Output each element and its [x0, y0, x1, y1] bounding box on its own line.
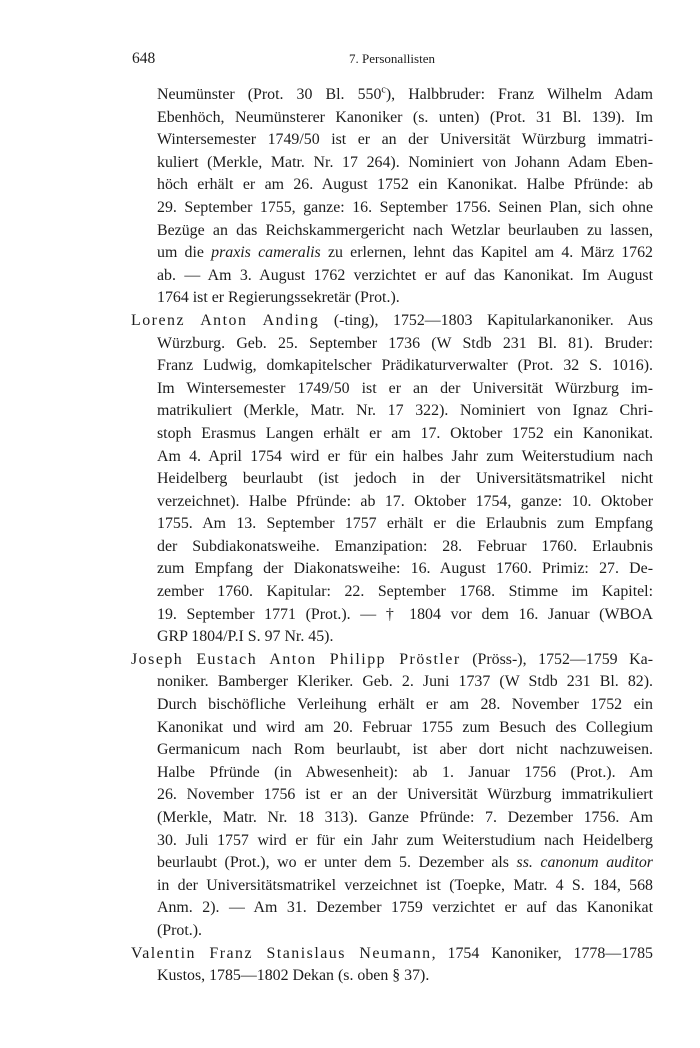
text-line	[131, 197, 653, 220]
text-line	[131, 423, 653, 446]
text-segment: Bezüge an das Reichskammergericht nach Wetzlar beurlauben zu lassen,	[157, 221, 653, 239]
text-line	[131, 129, 653, 152]
text-segment: , 1754 Kanoniker, 1778—1785	[431, 944, 653, 962]
text-line	[131, 107, 653, 130]
text-segment: ab. — Am 3. August 1762 verzichtet er auf das Kanonikat. Im August	[157, 266, 653, 284]
running-head: 7. Personallisten	[349, 51, 435, 66]
text-segment: stoph Erasmus Langen erhält er am 17. Oktober 1752 ein Kanonikat.	[157, 424, 653, 442]
text-segment: um die	[157, 244, 212, 262]
text-segment: Ebenhöch, Neumünsterer Kanoniker (s. unten) (Prot. 31 Bl. 139). Im	[157, 108, 653, 126]
text-line	[131, 287, 653, 310]
text-line	[131, 626, 653, 649]
text-line	[131, 739, 653, 762]
text-line	[131, 762, 653, 785]
text-segment: noniker. Bamberger Kleriker. Geb. 2. Juni 1737 (W Stdb 231 Bl. 82).	[157, 673, 653, 691]
text-line	[131, 784, 653, 807]
text-line	[131, 830, 653, 853]
text-segment: beurlaubt (Prot.), wo er unter dem 5. Dezember als	[157, 854, 517, 872]
text-segment: Kanonikat und wird am 20. Februar 1755 zum Besuch des Collegium	[157, 718, 653, 736]
text-line	[131, 558, 653, 581]
text-line	[131, 152, 653, 175]
text-line	[131, 694, 653, 717]
person-name: Joseph Eustach Anton Philipp Pröstler	[131, 650, 461, 668]
text-line	[131, 920, 653, 943]
text-segment: 1755. Am 13. September 1757 erhält er die Erlaubnis zum Empfang	[157, 515, 653, 533]
text-segment: matrikuliert (Merkle, Matr. Nr. 17 322). Nominiert von Ignaz Chri-	[157, 402, 653, 420]
text-segment: (-ting), 1752—1803 Kapitularkanoniker. Aus	[319, 311, 653, 329]
text-segment: 1764 ist er Regierungssekretär (Prot.).	[157, 289, 400, 307]
text-line	[131, 491, 653, 514]
text-line	[131, 807, 653, 830]
entry-first-line	[131, 943, 653, 966]
text-segment: (Pröss-), 1752—1759 Ka-	[460, 650, 654, 668]
text-line	[131, 446, 653, 469]
text-line	[131, 333, 653, 356]
text-segment: kuliert (Merkle, Matr. Nr. 17 264). Nominiert von Johann Adam Eben-	[157, 153, 653, 171]
text-segment: Heidelberg beurlaubt (ist jedoch in der Universitätsmatrikel nicht	[157, 470, 653, 488]
text-segment: 29. September 1755, ganze: 16. September 1756. Seinen Plan, sich ohne	[157, 198, 653, 216]
text-segment: ), Halbbruder: Franz Wilhelm Adam	[385, 86, 654, 103]
text-segment: Kustos, 1785—1802 Dekan (s. oben § 37).	[157, 967, 430, 985]
text-segment: zum Empfang der Diakonatsweihe: 16. August 1760. Primiz: 27. De-	[157, 560, 653, 578]
text-segment: der Subdiakonatsweihe. Emanzipation: 28. Februar 1760. Erlaubnis	[157, 537, 653, 555]
text-line	[131, 84, 653, 107]
page-number: 648	[132, 50, 156, 67]
text-line	[131, 174, 653, 197]
entry-first-line	[131, 649, 653, 672]
text-segment: 19. September 1771 (Prot.). — † 1804 vor dem 16. Januar (WBOA	[157, 605, 653, 623]
text-segment: Franz Ludwig, domkapitelscher Prädikaturverwalter (Prot. 32 S. 1016).	[157, 357, 653, 375]
text-line	[131, 671, 653, 694]
text-segment: verzeichnet). Halbe Pfründe: ab 17. Oktober 1754, ganze: 10. Oktober	[157, 492, 653, 510]
text-segment: Wintersemester 1749/50 ist er an der Universität Würzburg immatri-	[157, 131, 653, 149]
text-line	[131, 265, 653, 288]
text-segment: Germanicum nach Rom beurlaubt, ist aber dort nicht nachzuweisen.	[157, 741, 653, 759]
text-line	[131, 581, 653, 604]
page-header	[132, 50, 652, 70]
text-segment: zu erlernen, lehnt das Kapitel am 4. März 1762	[320, 244, 653, 262]
text-segment: (Prot.).	[157, 921, 203, 939]
text-line	[131, 468, 653, 491]
text-segment: Im Wintersemester 1749/50 ist er an der Universität Würzburg im-	[157, 379, 653, 397]
text-segment: Anm. 2). — Am 31. Dezember 1759 verzichtet er auf das Kanonikat	[157, 899, 653, 917]
text-segment: Durch bischöfliche Verleihung erhält er am 28. November 1752 ein	[157, 696, 653, 714]
text-line	[131, 400, 653, 423]
text-line	[131, 513, 653, 536]
text-line	[131, 897, 653, 920]
text-line	[131, 536, 653, 559]
text-segment: Würzburg. Geb. 25. September 1736 (W Stdb 231 Bl. 81). Bruder:	[157, 334, 653, 352]
text-line	[131, 965, 653, 988]
body-text	[131, 84, 653, 988]
italic-term: ss. canonum auditor	[516, 854, 653, 872]
text-line	[131, 378, 653, 401]
entry-first-line	[131, 310, 653, 333]
text-segment: Halbe Pfründe (in Abwesenheit): ab 1. Januar 1756 (Prot.). Am	[157, 763, 653, 781]
text-segment: höch erhält er am 26. August 1752 ein Kanonikat. Halbe Pfründe: ab	[157, 176, 653, 194]
superscript: c	[381, 84, 386, 96]
text-line	[131, 875, 653, 898]
italic-term: praxis cameralis	[211, 244, 321, 262]
text-segment: in der Universitätsmatrikel verzeichnet ist (Toepke, Matr. 4 S. 184, 568	[157, 876, 653, 894]
text-segment: GRP 1804/P.I S. 97 Nr. 45).	[157, 628, 334, 646]
text-segment: 30. Juli 1757 wird er für ein Jahr zum Weiterstudium nach Heidelberg	[157, 831, 653, 849]
text-line	[131, 604, 653, 627]
text-segment: (Merkle, Matr. Nr. 18 313). Ganze Pfründe: 7. Dezember 1756. Am	[157, 809, 653, 826]
text-line	[131, 355, 653, 378]
text-line	[131, 220, 653, 243]
text-line	[131, 717, 653, 740]
text-segment: Am 4. April 1754 wird er für ein halbes Jahr zum Weiterstudium nach	[157, 447, 653, 465]
text-line	[131, 242, 653, 265]
text-line	[131, 852, 653, 875]
person-name: Valentin Franz Stanislaus Neumann	[131, 944, 432, 962]
text-segment: 26. November 1756 ist er an der Universität Würzburg immatrikuliert	[157, 786, 653, 804]
text-segment: Neumünster (Prot. 30 Bl. 550	[157, 86, 382, 103]
text-segment: zember 1760. Kapitular: 22. September 1768. Stimme im Kapitel:	[157, 583, 653, 601]
person-name: Lorenz Anton Anding	[131, 311, 320, 329]
